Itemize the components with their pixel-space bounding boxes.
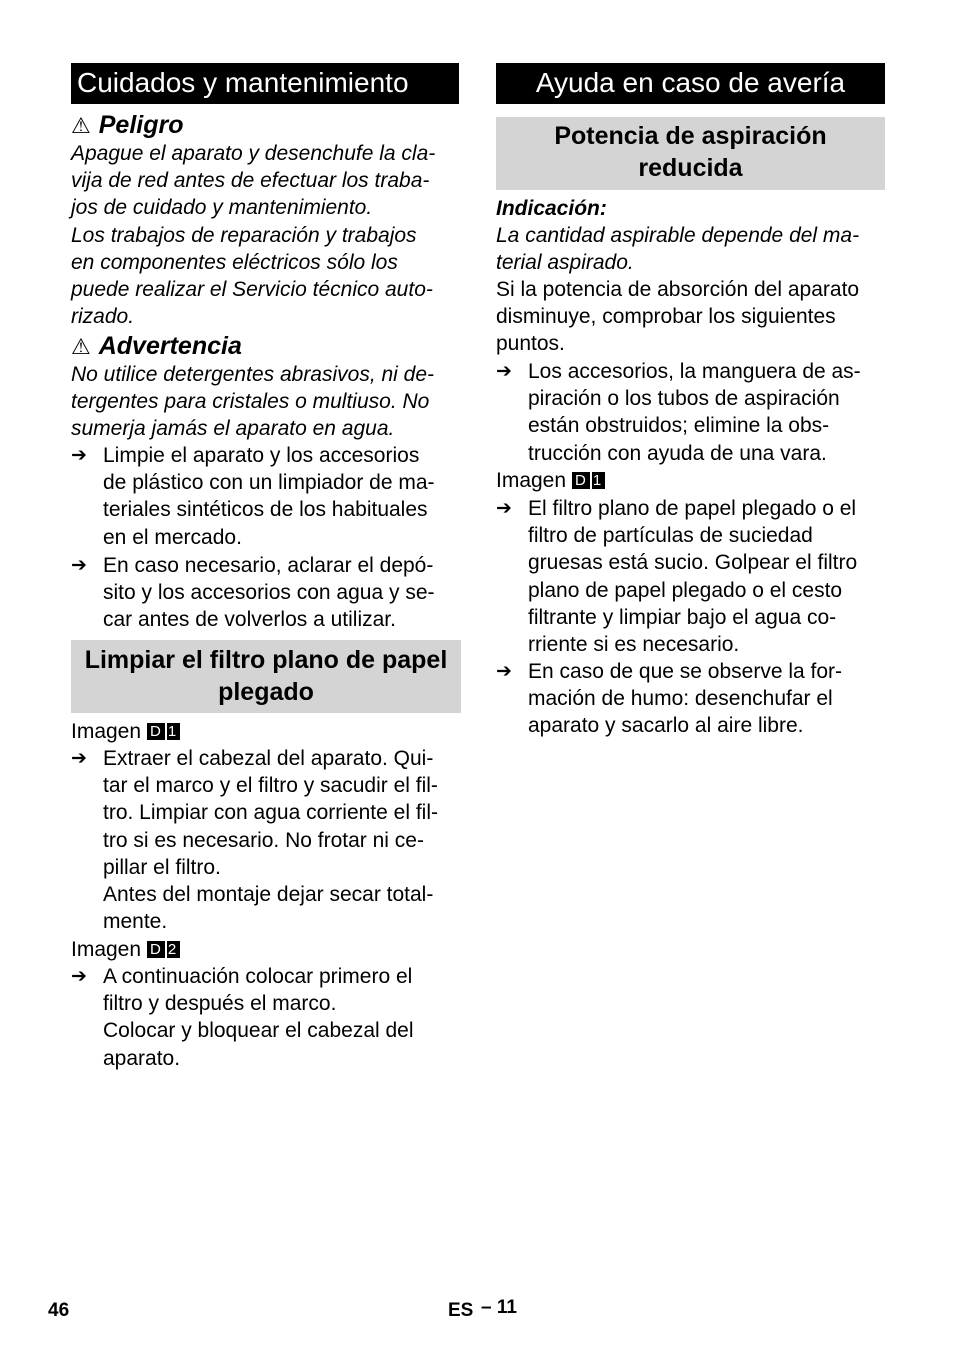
warning-triangle-icon: ⚠ [71,334,91,359]
page-number: 46 [48,1300,70,1321]
warning-text: No utilice detergentes abrasivos, ni de- tergentes para cristales o multiuso. No sumerja jamás el aparato en agua. [71,363,435,441]
image-reference: Imagen D 1 [71,718,180,745]
note-text: La cantidad aspirable depende del ma- terial aspirado. [496,224,860,275]
arrow-right-icon: ➔ [71,555,87,576]
note-label: Indicación: [496,197,607,220]
warning-heading: ⚠ Advertencia [71,332,242,360]
language-code: ES [448,1300,474,1321]
danger-heading: ⚠ Peligro [71,111,184,139]
subsection-title-suction: Potencia de aspiración reducida [496,117,885,190]
image-reference: Imagen D 2 [71,936,180,963]
subsection-title-filter: Limpiar el filtro plano de papel plegado [71,640,461,713]
figure-badge: D 1 [147,723,180,740]
danger-text: Apague el aparato y desenchufe la cla- vija de red antes de efectuar los traba- jos de cuidado y mantenimiento. Los trabajos de reparación y trabajos en componentes eléctricos sólo los puede realizar el Servicio técnico auto- rizado. [71,142,436,329]
arrow-right-icon: ➔ [496,361,512,382]
warning-triangle-icon: ⚠ [71,113,91,138]
figure-badge: D 2 [147,941,180,958]
section-title-maintenance: Cuidados y mantenimiento [71,63,459,104]
arrow-right-icon: ➔ [71,966,87,987]
arrow-right-icon: ➔ [71,445,87,466]
figure-badge: D 1 [572,472,605,489]
arrow-right-icon: ➔ [71,748,87,769]
section-page: – 11 [481,1297,517,1318]
intro-text: Si la potencia de absorción del aparato disminuye, comprobar los siguientes puntos. [496,278,860,356]
image-reference: Imagen D 1 [496,467,605,494]
arrow-right-icon: ➔ [496,498,512,519]
arrow-right-icon: ➔ [496,661,512,682]
section-title-troubleshooting: Ayuda en caso de avería [496,63,885,104]
